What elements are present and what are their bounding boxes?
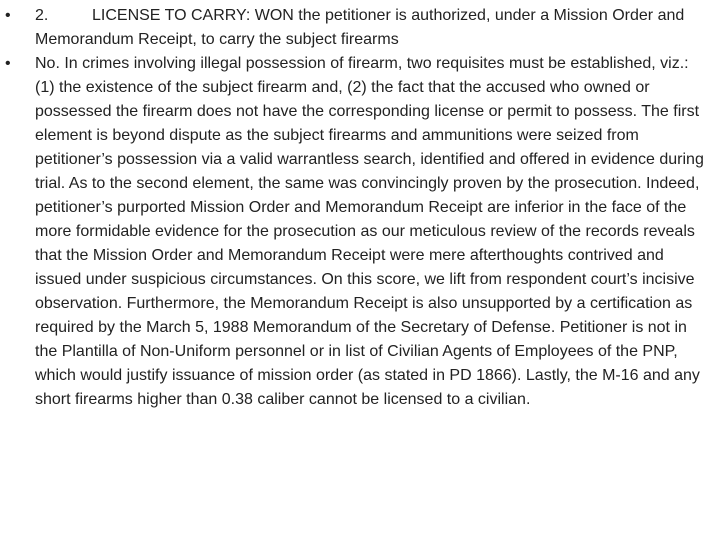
item-text: LICENSE TO CARRY: WON the petitioner is authorized, under a Mission Order and Memorandum Receipt, to carry the subject firearms <box>35 7 685 48</box>
bullet-marker: • <box>5 55 11 72</box>
bullet-marker: • <box>5 7 11 24</box>
bullet-item-license-to-carry <box>5 4 710 52</box>
bullet-item-ruling <box>5 52 710 412</box>
bullet-list <box>5 4 710 412</box>
item-number: 2. <box>35 7 49 24</box>
item-text: No. In crimes involving illegal possession of firearm, two requisites must be established, viz.: (1) the existence of the subject firearm and, (2) the fact that the accused who owned or possessed the firearm does not have the corresponding license or permit to possess. The first element is beyond dispute as the subject firearms and ammunitions were seized from petitioner’s possession via a valid warrantless search, identified and offered in evidence during trial. As to the second element, the same was convincingly proven by the prosecution. Indeed, petitioner’s purported Mission Order and Memorandum Receipt are inferior in the face of the more formidable evidence for the prosecution as our meticulous review of the records reveals that the Mission Order and Memorandum Receipt were mere afterthoughts contrived and issued under suspicious circumstances. On this score, we lift from respondent court’s incisive observation. Furthermore, the Memorandum Receipt is also unsupported by a certification as required by the March 5, 1988 Memorandum of the Secretary of Defense. Petitioner is not in the Plantilla of Non-Uniform personnel or in list of Civilian Agents of Employees of the PNP, which would justify issuance of mission order (as stated in PD 1866). Lastly, the M-16 and any short firearms higher than 0.38 caliber cannot be licensed to a civilian. <box>35 55 704 408</box>
